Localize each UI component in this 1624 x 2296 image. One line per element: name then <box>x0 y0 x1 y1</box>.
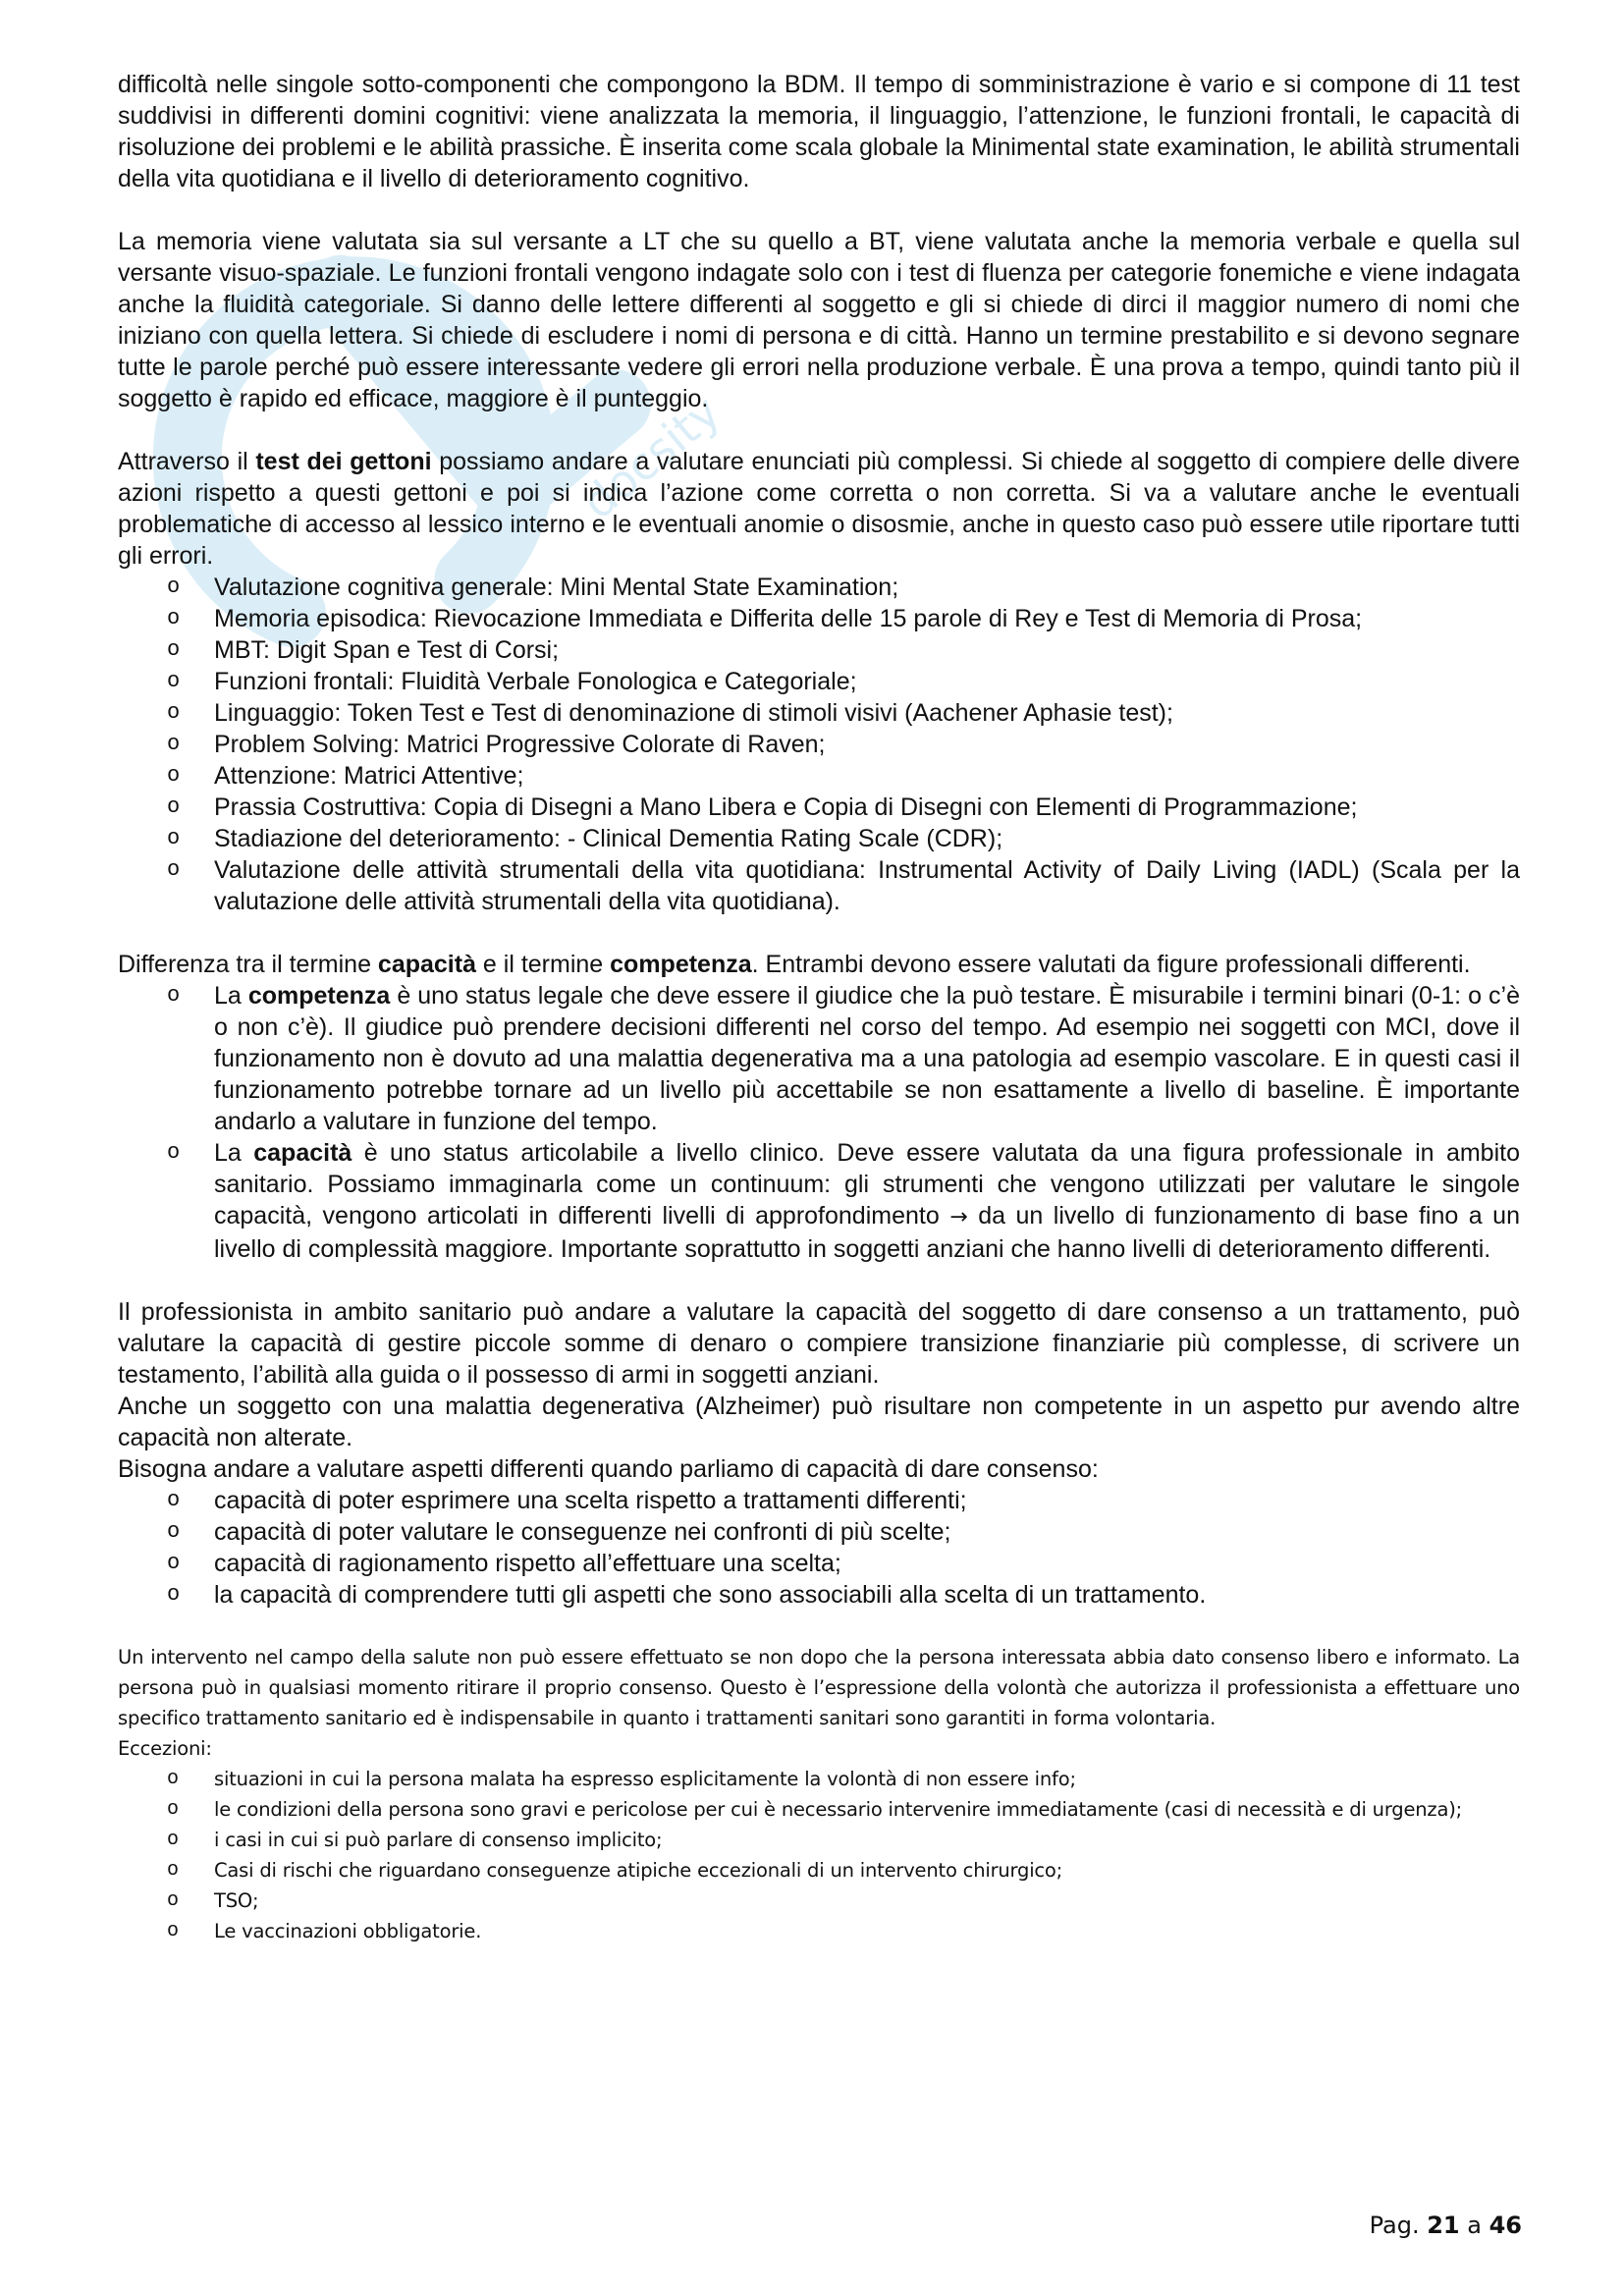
bullet: o <box>167 637 181 662</box>
list-item <box>118 760 1520 792</box>
list-item <box>118 697 1520 729</box>
list-item <box>118 1794 1520 1825</box>
page-prefix: Pag. <box>1369 2212 1428 2239</box>
bold-term-capacita: capacità <box>253 1139 352 1167</box>
list-item <box>118 1548 1520 1579</box>
bullet: o <box>167 1859 179 1882</box>
bullet: o <box>167 1551 181 1575</box>
list-item-competenza <box>118 980 1520 1137</box>
paragraph-memoria: La memoria viene valutata sia sul versante a LT che su quello a BT, viene valutata anche la memoria verbale e quella sul versante visuo-spaziale. Le funzioni frontali vengono indagate solo con i test di fluenza per categorie fonemiche e viene indagata anche la fluidità categoriale. Si danno delle lettere differenti al soggetto e gli si chiede di dirci il maggior numero di nomi che iniziano con quella lettera. Si chiede di escludere i nomi di persona e di città. Hanno un termine prestabilito e si devono segnare tutte le parole perché può essere interessante vedere gli errori nella produzione verbale. È una prova a tempo, quindi tanto più il soggetto è rapido ed efficace, maggiore è il punteggio. <box>118 228 1520 412</box>
list-item-text: capacità di poter esprimere una scelta rispetto a trattamenti differenti; <box>214 1487 967 1514</box>
paragraph-intervento: Un intervento nel campo della salute non può essere effettuato se non dopo che la persona interessata abbia dato consenso libero e informato. La persona può in qualsiasi momento ritirare il proprio consenso. Questo è l’espressione della volontà che autorizza il professionista a effettuare uno specifico trattamento sanitario ed è indispensabile in quanto i trattamenti sanitari sono garantiti in forma volontaria. <box>118 1646 1520 1729</box>
bullet: o <box>167 763 181 788</box>
list-item-text: le condizioni della persona sono gravi e pericolose per cui è necessario intervenire immediatamente (casi di necessità e di urgenza); <box>214 1798 1462 1821</box>
bullet: o <box>167 1889 179 1912</box>
bullet: o <box>167 1798 179 1821</box>
list-item-text: Casi di rischi che riguardano conseguenze atipiche eccezionali di un intervento chirurgico; <box>214 1859 1063 1882</box>
text-run: da un livello di funzionamento di base fino a un livello di complessità maggiore. Importante soprattutto in soggetti anziani che hanno livelli di deterioramento differenti. <box>214 1202 1520 1263</box>
list-item-capacita <box>118 1137 1520 1265</box>
list-exceptions <box>118 1764 1520 1946</box>
list-item-text: situazioni in cui la persona malata ha espresso esplicitamente la volontà di non essere info; <box>214 1768 1076 1790</box>
list-item-text: Valutazione delle attività strumentali della vita quotidiana: Instrumental Activity of Daily Living (IADL) (Scala per la valutazione delle attività strumentali della vita quotidiana). <box>214 856 1520 915</box>
bullet: o <box>167 983 181 1008</box>
paragraph-bdm: difficoltà nelle singole sotto-componenti che compongono la BDM. Il tempo di somministrazione è vario e si compone di 11 test suddivisi in differenti domini cognitivi: viene analizzata la memoria, il linguaggio, l’attenzione, le funzioni frontali, le capacità di risoluzione dei problemi e le abilità prassiche. È inserita come scala globale la Minimental state examination, le abilità strumentali della vita quotidiana e il livello di deterioramento cognitivo. <box>118 71 1520 192</box>
bold-term-test-gettoni: test dei gettoni <box>255 448 432 475</box>
bullet: o <box>167 1519 181 1544</box>
list-item-text: la capacità di comprendere tutti gli aspetti che sono associabili alla scelta di un trattamento. <box>214 1581 1207 1609</box>
bullet: o <box>167 700 181 725</box>
list-item <box>118 572 1520 603</box>
list-item-text: capacità di ragionamento rispetto all’effettuare una scelta; <box>214 1550 841 1577</box>
paragraph-eccezioni: Eccezioni: <box>118 1737 212 1760</box>
list-item <box>118 1825 1520 1855</box>
text-run: possiamo andare a valutare enunciati più complessi. Si chiede al soggetto di compiere delle divere azioni rispetto a questi gettoni e poi si indica l’azione come corretta o non corretta. Si va a valutare anche le eventuali problematiche di accesso al lessico interno e le eventuali anomie o disosmie, anche in questo caso può essere utile riportare tutti gli errori. <box>118 448 1520 570</box>
list-item-text: Problem Solving: Matrici Progressive Colorate di Raven; <box>214 731 826 758</box>
page-content <box>118 69 1520 1946</box>
text-run: La <box>214 1139 254 1167</box>
section-consenso-informato <box>118 1642 1520 1946</box>
list-item <box>118 1485 1520 1516</box>
text-run: e il termine <box>475 951 611 978</box>
bullet: o <box>167 1582 181 1607</box>
bullet: o <box>167 669 181 693</box>
list-item <box>118 1855 1520 1886</box>
text-run: è uno status legale che deve essere il giudice che la può testare. È misurabile i termini binari (0-1: o c’è o non c’è). Il giudice può prendere decisioni differenti nel corso del tempo. Ad esempio nei soggetti con MCI, dove il funzionamento non è dovuto ad una malattia degenerativa ma a una patologia ad esempio vascolare. E in questi casi il funzionamento potrebbe tornare ad un livello più accettabile se non esattamente a livello di baseline. È importante andarlo a valutare in funzione del tempo. <box>214 982 1520 1135</box>
bullet: o <box>167 1140 181 1165</box>
list-item-text: Funzioni frontali: Fluidità Verbale Fonologica e Categoriale; <box>214 668 857 695</box>
text-run: La <box>214 982 248 1010</box>
list-item <box>118 1764 1520 1794</box>
list-item <box>118 823 1520 854</box>
bullet: o <box>167 1488 181 1512</box>
bullet: o <box>167 574 181 599</box>
page-number <box>1370 2212 1522 2239</box>
text-run: Differenza tra il termine <box>118 951 378 978</box>
paragraph-differenza <box>118 949 1520 980</box>
list-item <box>118 603 1520 634</box>
bullet: o <box>167 826 181 850</box>
list-item-text: Linguaggio: Token Test e Test di denominazione di stimoli visivi (Aachener Aphasie test); <box>214 699 1173 727</box>
list-item-text: Le vaccinazioni obbligatorie. <box>214 1920 482 1942</box>
list-item <box>118 1579 1520 1611</box>
arrow-right-icon: → <box>949 1205 968 1230</box>
bullet: o <box>167 794 181 819</box>
bold-term-competenza: competenza <box>247 982 391 1010</box>
list-item <box>118 854 1520 917</box>
bold-term-competenza: competenza <box>610 951 752 978</box>
bullet: o <box>167 606 181 630</box>
list-item <box>118 792 1520 823</box>
bold-term-capacita: capacità <box>377 951 476 978</box>
text-run: . Entrambi devono essere valutati da figure professionali differenti. <box>751 951 1471 978</box>
paragraph-professionista: Il professionista in ambito sanitario può andare a valutare la capacità del soggetto di dare consenso a un trattamento, può valutare la capacità di gestire piccole somme di denaro o compiere transizione finanziarie più complesse, di scrivere un testamento, l’abilità alla guida o il possesso di armi in soggetti anziani. <box>118 1298 1520 1389</box>
list-item-text: Valutazione cognitiva generale: Mini Mental State Examination; <box>214 574 899 601</box>
bullet: o <box>167 857 181 882</box>
list-item-text: Memoria episodica: Rievocazione Immediata e Differita delle 15 parole di Rey e Test di Memoria di Prosa; <box>214 605 1363 632</box>
paragraph-alzheimer: Anche un soggetto con una malattia degenerativa (Alzheimer) può risultare non competente in un aspetto pur avendo altre capacità non alterate. <box>118 1393 1520 1451</box>
list-item-text: TSO; <box>214 1889 259 1912</box>
current-page: 21 <box>1427 2212 1460 2239</box>
text-run: è uno status articolabile a livello clinico. Deve essere valutata da una figura professionale in ambito sanitario. Possiamo immaginarla come un continuum: gli strumenti che vengono utilizzati per valutare le singole capacità, vengono articolati in differenti livelli di approfondimento <box>214 1139 1520 1230</box>
page-separator: a <box>1459 2212 1489 2239</box>
list-item-text: i casi in cui si può parlare di consenso implicito; <box>214 1829 663 1851</box>
list-item <box>118 1886 1520 1916</box>
total-pages: 46 <box>1489 2212 1522 2239</box>
list-item-text: Stadiazione del deterioramento: - Clinical Dementia Rating Scale (CDR); <box>214 825 1003 852</box>
list-item-text: capacità di poter valutare le conseguenze nei confronti di più scelte; <box>214 1518 951 1546</box>
list-item <box>118 729 1520 760</box>
svg-text:docsity: docsity <box>571 384 731 530</box>
list-consent-aspects <box>118 1485 1520 1611</box>
bullet: o <box>167 1829 179 1851</box>
bullet: o <box>167 732 181 756</box>
paragraph-consenso-intro: Bisogna andare a valutare aspetti differenti quando parliamo di capacità di dare consenso: <box>118 1455 1099 1483</box>
list-item <box>118 666 1520 697</box>
text-run: Attraverso il <box>118 448 256 475</box>
list-item <box>118 634 1520 666</box>
bullet: o <box>167 1768 179 1790</box>
list-item-text: Prassia Costruttiva: Copia di Disegni a Mano Libera e Copia di Disegni con Elementi di Programmazione; <box>214 793 1358 821</box>
list-definitions <box>118 980 1520 1265</box>
bullet: o <box>167 1920 179 1942</box>
list-item-text: Attenzione: Matrici Attentive; <box>214 762 524 790</box>
list-item <box>118 1916 1520 1946</box>
paragraph-test-gettoni <box>118 446 1520 572</box>
list-item <box>118 1516 1520 1548</box>
list-test-battery <box>118 572 1520 917</box>
list-item-text: MBT: Digit Span e Test di Corsi; <box>214 636 560 664</box>
